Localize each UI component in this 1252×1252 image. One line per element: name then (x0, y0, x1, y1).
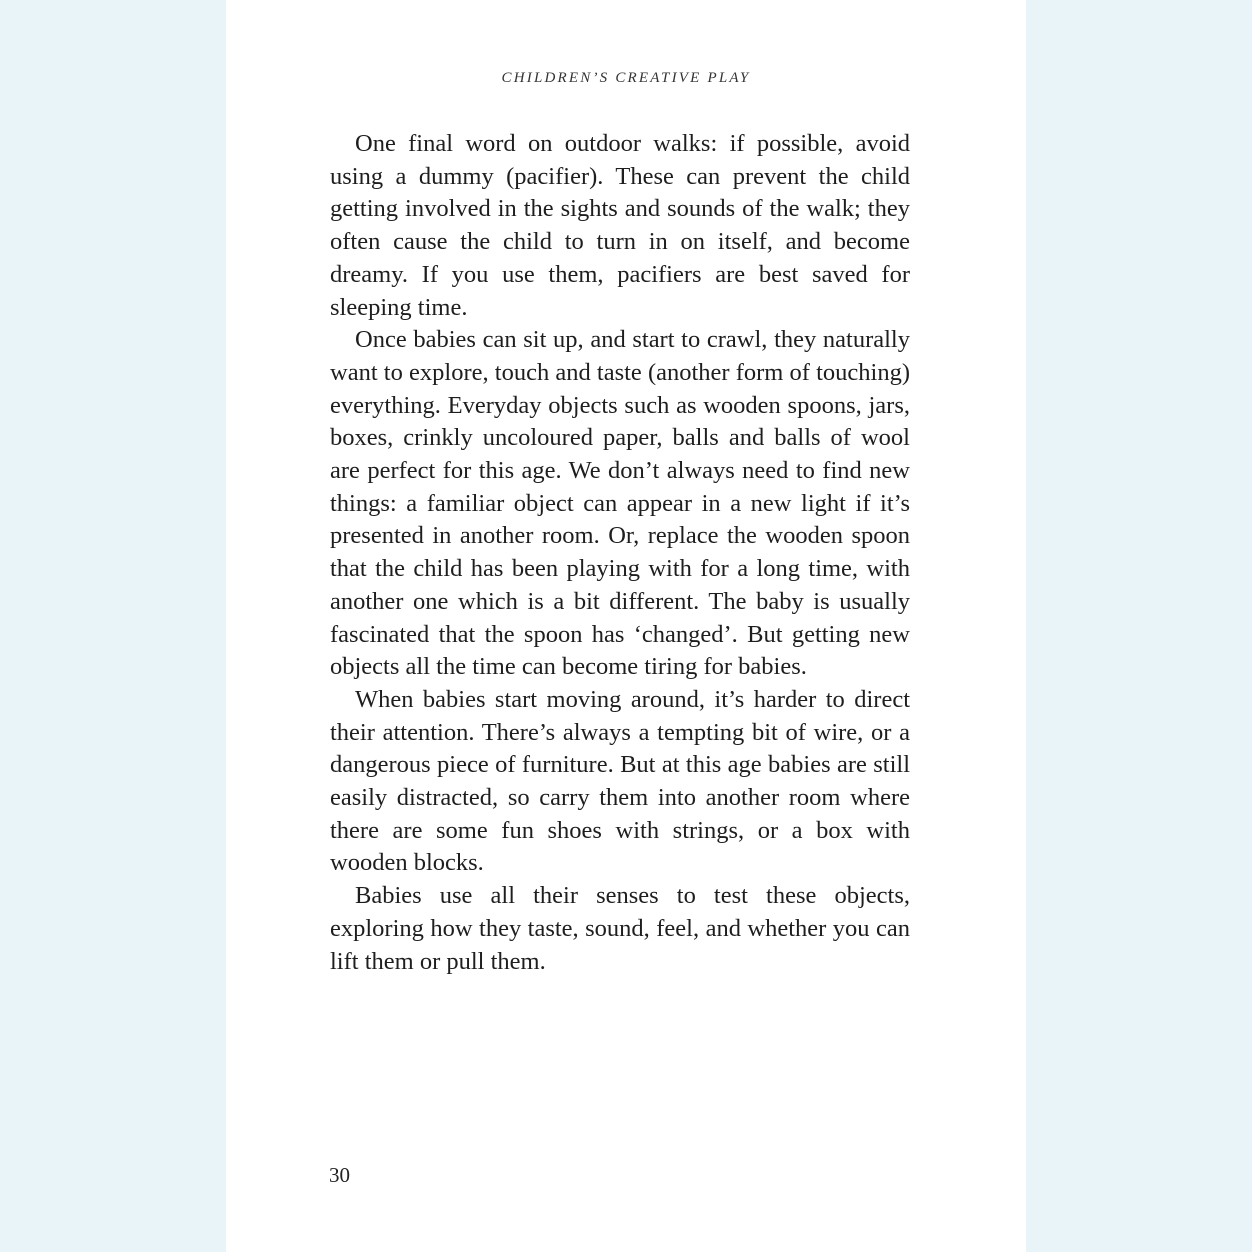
book-page (226, 0, 1026, 1252)
running-head: CHILDREN’S CREATIVE PLAY (501, 70, 751, 86)
page-number: 30 (329, 1163, 350, 1187)
body-text (330, 128, 910, 978)
paragraph: Babies use all their senses to test these objects, exploring how they taste, sound, feel, and whether you can lift them or pull them. (330, 882, 910, 975)
paragraph: One final word on outdoor walks: if possible, avoid using a dummy (pacifier). These can prevent the child getting involved in the sights and sounds of the walk; they often cause the child to turn in on itself, and become dreamy. If you use them, pacifiers are best saved for sleeping time. (330, 130, 910, 321)
paragraph: Once babies can sit up, and start to crawl, they naturally want to explore, touch and taste (another form of touching) everything. Everyday objects such as wooden spoons, jars, boxes, crinkly uncoloured paper, balls and balls of wool are perfect for this age. We don’t always need to find new things: a familiar object can appear in a new light if it’s presented in another room. Or, replace the wooden spoon that the child has been playing with for a long time, with another one which is a bit different. The baby is usually fascinated that the spoon has ‘changed’. But getting new objects all the time can become tiring for babies. (330, 326, 910, 681)
paragraph: When babies start moving around, it’s harder to direct their attention. There’s always a tempting bit of wire, or a dangerous piece of furniture. But at this age babies are still easily distracted, so carry them into another room where there are some fun shoes with strings, or a box with wooden blocks. (330, 685, 910, 877)
